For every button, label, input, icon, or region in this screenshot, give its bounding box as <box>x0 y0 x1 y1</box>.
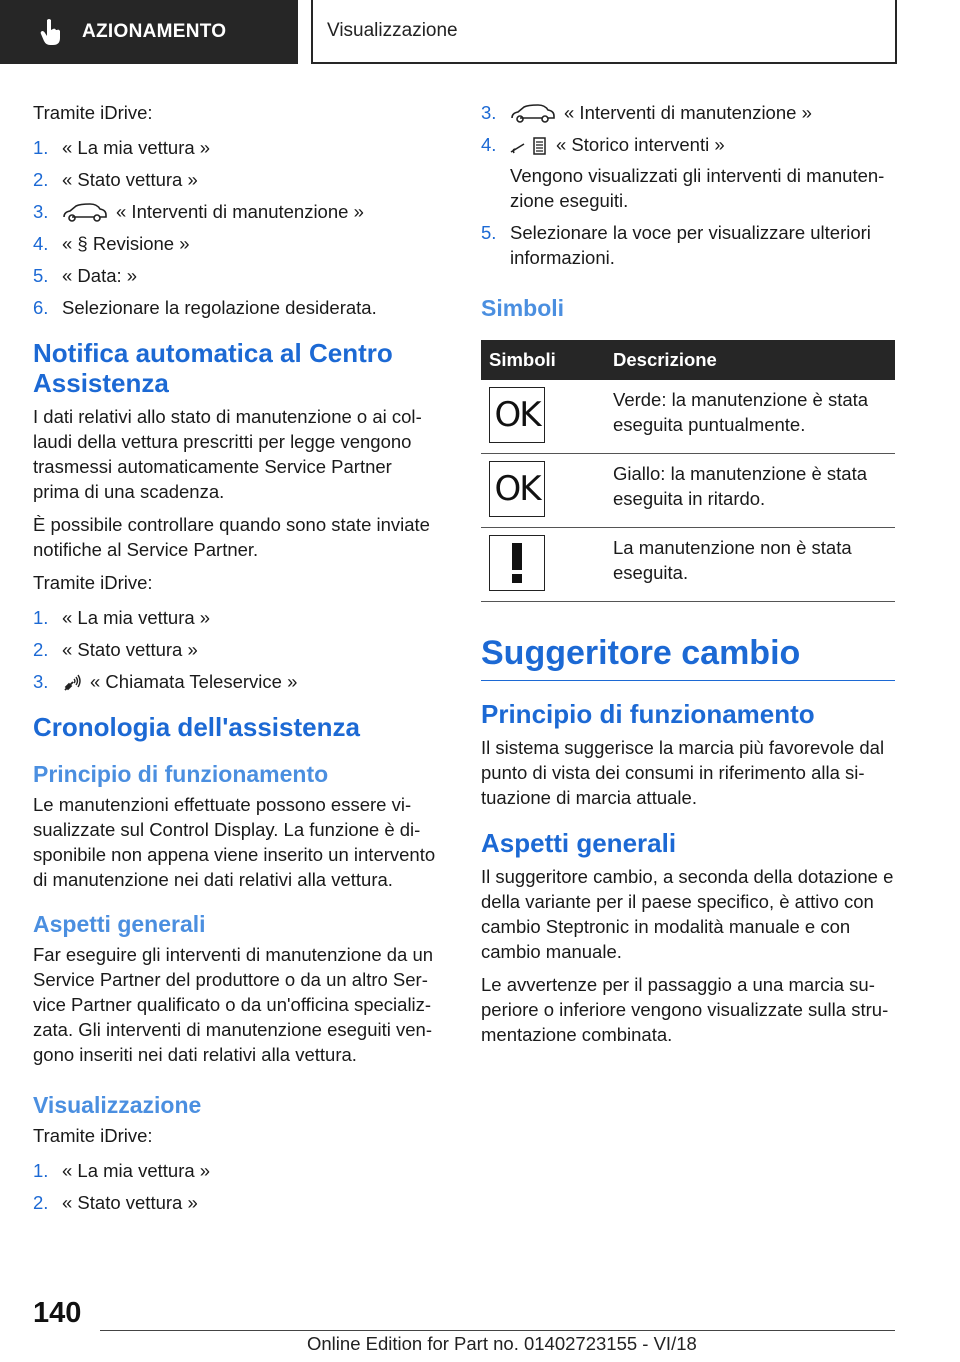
hand-icon <box>38 18 64 46</box>
list-item <box>481 220 895 270</box>
heading-visualizzazione: Visualizzazione <box>33 1092 202 1118</box>
section-tab <box>0 0 298 64</box>
steps-list-right <box>481 100 895 270</box>
heading-suggeritore: Suggeritore cambio <box>481 632 895 681</box>
heading-principio: Principio di funzionamento <box>481 699 815 729</box>
list-item <box>33 263 443 288</box>
heading-notifica: Notifica automatica al Centro Assistenza <box>33 338 393 398</box>
step-number: 6. <box>33 297 49 318</box>
steps-list-1 <box>33 135 443 320</box>
list-item <box>33 295 443 320</box>
step-text: « § Revisione » <box>62 233 190 254</box>
exclamation-red-icon <box>489 535 545 591</box>
heading-aspetti: Aspetti generali <box>33 911 206 937</box>
heading-cronologia: Cronologia dell'assistenza <box>33 712 360 742</box>
step-number: 1. <box>33 137 49 158</box>
section-title: AZIONAMENTO <box>82 21 227 42</box>
intro-text: Tramite iDrive: <box>33 1125 153 1146</box>
list-item <box>33 637 443 662</box>
heading-simboli: Simboli <box>481 295 565 321</box>
step-text: « Data: » <box>62 265 138 286</box>
step-number: 2. <box>33 639 49 660</box>
car-service-icon <box>510 104 556 124</box>
table-header: Descrizione <box>605 340 895 380</box>
paragraph: È possibile controllare quando sono state inviate notifiche al Service Partner. <box>33 514 430 560</box>
car-service-icon <box>62 203 108 223</box>
step-text: « Interventi di manutenzione » <box>564 102 812 123</box>
symbol-cell <box>481 380 605 454</box>
heading-aspetti: Aspetti generali <box>481 828 677 858</box>
description-cell: Giallo: la manutenzione è stata eseguita in ritardo. <box>605 454 895 528</box>
step-number: 3. <box>33 671 49 692</box>
step-number: 5. <box>481 222 497 243</box>
paragraph: Le manutenzioni effettuate possono essere visualizzate sul Control Display. La funzione è disponibile non appena viene inserito un intervento di manutenzione nei dati relativi alla vettura. <box>33 794 436 890</box>
list-item <box>33 231 443 256</box>
ok-yellow-icon: OK <box>489 461 545 517</box>
symbol-cell <box>481 528 605 602</box>
list-item <box>481 100 895 125</box>
step-text: « La mia vettura » <box>62 1160 211 1181</box>
step-text: « Interventi di manutenzione » <box>116 201 364 222</box>
paragraph: Il sistema suggerisce la marcia più favorevole dal punto di vista dei consumi in riferimento alla situazione di marcia attuale. <box>481 737 885 808</box>
paragraph: Le avvertenze per il passaggio a una marcia superiore o inferiore vengono visualizzate sulla strumentazione combinata. <box>481 974 889 1045</box>
list-item <box>33 1158 443 1183</box>
paragraph: Far eseguire gli interventi di manutenzione da un Service Partner del produttore o da un altro Service Partner qualificato o da un'officina specializzata. Gli interventi di manutenzione eseguiti vengono inseriti nei dati relativi alla vettura. <box>33 944 434 1065</box>
step-number: 4. <box>481 134 497 155</box>
step-text: Selezionare la voce per visualizzare ulteriori informazioni. <box>510 222 871 268</box>
page-number: 140 <box>33 1297 82 1329</box>
teleservice-icon <box>62 673 82 693</box>
step-text: « La mia vettura » <box>62 137 211 158</box>
table-header-row <box>481 340 895 380</box>
edition-text: Online Edition for Part no. 01402723155 - VI/18 <box>307 1333 697 1354</box>
step-number: 3. <box>481 102 497 123</box>
step-text: « Stato vettura » <box>62 169 198 190</box>
intro-text: Tramite iDrive: <box>33 572 153 593</box>
step-number: 1. <box>33 607 49 628</box>
step-number: 3. <box>33 201 49 222</box>
paragraph: I dati relativi allo stato di manutenzione o ai collaudi della vettura prescritti per legge vengono trasmessi automaticamente Service Partner prima di una scadenza. <box>33 406 422 502</box>
table-row <box>481 528 895 602</box>
list-item <box>33 669 443 694</box>
symbols-table <box>481 340 895 602</box>
table-header: Simboli <box>481 340 605 380</box>
symbol-cell <box>481 454 605 528</box>
service-history-icon <box>510 136 548 156</box>
footer-divider <box>100 1330 895 1331</box>
description-cell: La manutenzione non è stata eseguita. <box>605 528 895 602</box>
step-number: 1. <box>33 1160 49 1181</box>
ok-green-icon: OK <box>489 387 545 443</box>
step-text: « Stato vettura » <box>62 639 198 660</box>
list-item <box>33 199 443 224</box>
description-cell: Verde: la manutenzione è stata eseguita puntualmente. <box>605 380 895 454</box>
paragraph: Il suggeritore cambio, a seconda della dotazione e della variante per il paese specifico, è attivo con cambio Steptronic in modalità manuale e con cambio manuale. <box>481 866 894 962</box>
table-row <box>481 380 895 454</box>
step-text: « La mia vettura » <box>62 607 211 628</box>
subsection-title: Visualizzazione <box>327 20 458 41</box>
exclamation-icon <box>510 543 524 583</box>
step-number: 2. <box>33 169 49 190</box>
step-text: « Storico interventi » <box>556 134 725 155</box>
paragraph: Vengono visualizzati gli interventi di manutenzione eseguiti. <box>510 165 885 211</box>
list-item <box>33 605 443 630</box>
list-item <box>33 135 443 160</box>
heading-principio: Principio di funzionamento <box>33 761 329 787</box>
intro-text: Tramite iDrive: <box>33 102 153 123</box>
step-number: 4. <box>33 233 49 254</box>
subsection-tab <box>311 0 897 64</box>
steps-list-2 <box>33 605 443 694</box>
step-text: « Stato vettura » <box>62 1192 198 1213</box>
steps-list-3 <box>33 1158 443 1215</box>
step-number: 2. <box>33 1192 49 1213</box>
step-number: 5. <box>33 265 49 286</box>
list-item <box>33 167 443 192</box>
list-item <box>33 1190 443 1215</box>
step-text: « Chiamata Teleservice » <box>90 671 298 692</box>
table-row <box>481 454 895 528</box>
list-item <box>481 132 895 213</box>
step-text: Selezionare la regolazione desiderata. <box>62 297 377 318</box>
left-column <box>33 100 443 1222</box>
right-column <box>481 100 895 1055</box>
